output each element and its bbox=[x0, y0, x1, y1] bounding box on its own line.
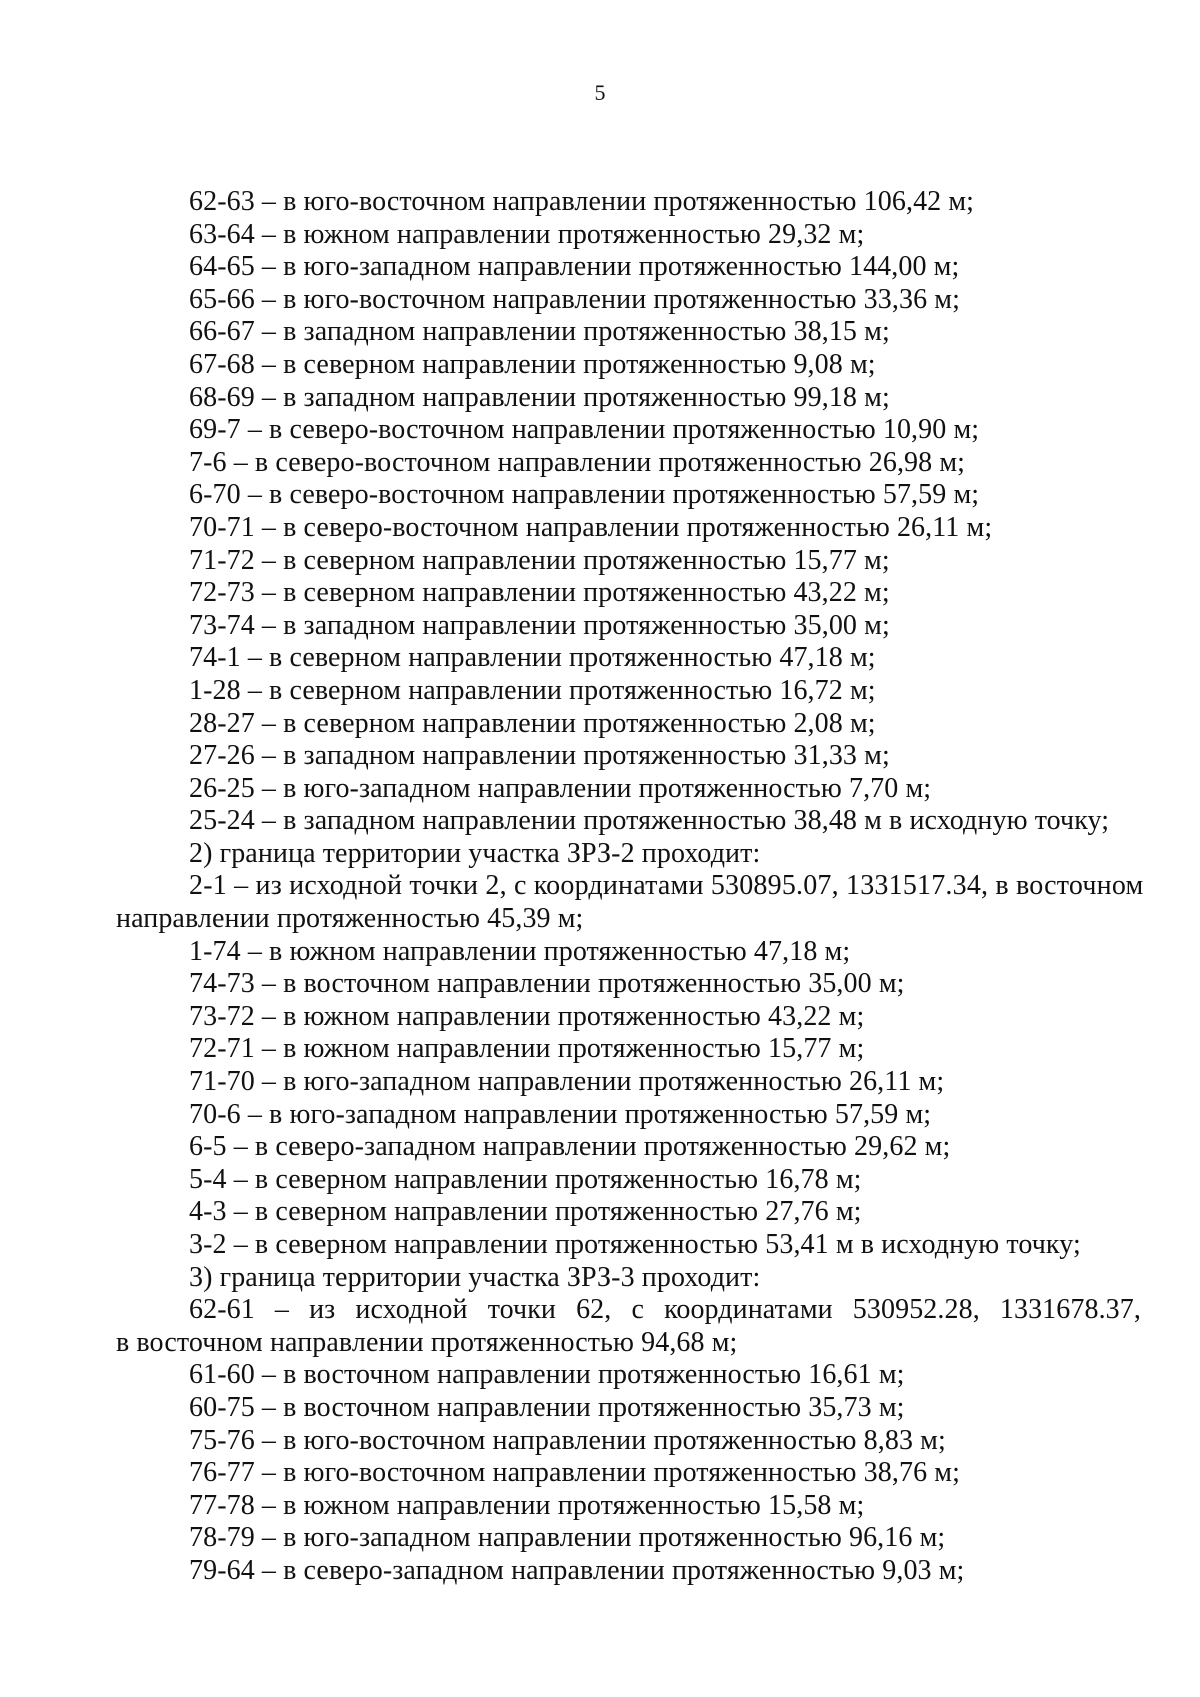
word: координатами bbox=[664, 1294, 833, 1326]
word: точки bbox=[487, 1294, 556, 1326]
boundary-segment-line: 70-6 – в юго-западном направлении протяженностью 57,59 м; bbox=[189, 1098, 932, 1130]
boundary-segment-line: 74-73 – в восточном направлении протяженностью 35,00 м; bbox=[189, 968, 905, 1000]
boundary-segment-line: 6-5 – в северо-западном направлении протяженностью 29,62 м; bbox=[189, 1131, 951, 1163]
boundary-segment-line: 72-71 – в южном направлении протяженностью 15,77 м; bbox=[189, 1033, 865, 1065]
boundary-segment-line: 66-67 – в западном направлении протяженностью 38,15 м; bbox=[189, 316, 890, 348]
paragraph-line: направлении протяженностью 45,39 м; bbox=[116, 903, 584, 935]
boundary-segment-line: 25-24 – в западном направлении протяженностью 38,48 м в исходную точку; bbox=[189, 805, 1110, 837]
boundary-segment-line: 78-79 – в юго-западном направлении протяженностью 96,16 м; bbox=[189, 1522, 946, 1554]
boundary-segment-line: 67-68 – в северном направлении протяженностью 9,08 м; bbox=[189, 348, 876, 380]
boundary-segment-line: 61-60 – в восточном направлении протяженностью 16,61 м; bbox=[189, 1359, 905, 1391]
boundary-segment-line: 6-70 – в северо-восточном направлении протяженностью 57,59 м; bbox=[189, 479, 980, 511]
boundary-segment-line: 73-72 – в южном направлении протяженностью 43,22 м; bbox=[189, 1000, 865, 1032]
boundary-segment-line: 73-74 – в западном направлении протяженностью 35,00 м; bbox=[189, 609, 890, 641]
word: 62-61 bbox=[189, 1294, 255, 1326]
boundary-segment-line: 75-76 – в юго-восточном направлении протяженностью 8,83 м; bbox=[189, 1424, 946, 1456]
boundary-segment-line: 5-4 – в северном направлении протяженностью 16,78 м; bbox=[189, 1163, 862, 1195]
boundary-segment-line: 68-69 – в западном направлении протяженностью 99,18 м; bbox=[189, 381, 890, 413]
word: 62, bbox=[576, 1294, 612, 1326]
word: из bbox=[309, 1294, 336, 1326]
boundary-segment-line: 62-63 – в юго-восточном направлении протяженностью 106,42 м; bbox=[189, 186, 975, 217]
word: исходной bbox=[355, 1294, 468, 1326]
boundary-segment-line: 3-2 – в северном направлении протяженностью 53,41 м в исходную точку; bbox=[189, 1229, 1081, 1260]
boundary-segment-line: 4-3 – в северном направлении протяженностью 27,76 м; bbox=[189, 1196, 862, 1228]
section-heading: 3) граница территории участка ЗРЗ-3 проходит: bbox=[189, 1261, 761, 1293]
boundary-segment-line: 27-26 – в западном направлении протяженностью 31,33 м; bbox=[189, 740, 890, 772]
boundary-segment-line: 76-77 – в юго-восточном направлении протяженностью 38,76 м; bbox=[189, 1457, 960, 1489]
boundary-segments-list bbox=[116, 186, 1141, 838]
boundary-segment-line: 1-74 – в южном направлении протяженностью 47,18 м; bbox=[189, 935, 851, 967]
boundary-segment-line: 74-1 – в северном направлении протяженностью 47,18 м; bbox=[189, 642, 876, 674]
boundary-segment-line: 60-75 – в восточном направлении протяженностью 35,73 м; bbox=[189, 1391, 905, 1423]
boundary-segment-line: 65-66 – в юго-восточном направлении протяженностью 33,36 м; bbox=[189, 283, 960, 315]
boundary-segment-line: 71-70 – в юго-западном направлении протяженностью 26,11 м; bbox=[189, 1066, 945, 1098]
boundary-segment-line: 63-64 – в южном направлении протяженностью 29,32 м; bbox=[189, 218, 865, 250]
document-body bbox=[116, 186, 1144, 1588]
boundary-segment-line: 26-25 – в юго-западном направлении протяженностью 7,70 м; bbox=[189, 772, 932, 804]
boundary-segment-line: 71-72 – в северном направлении протяженностью 15,77 м; bbox=[189, 544, 890, 576]
paragraph-line bbox=[116, 1294, 1141, 1327]
boundary-segment-line: 28-27 – в северном направлении протяженностью 2,08 м; bbox=[189, 707, 876, 739]
word: 1331678.37, bbox=[999, 1294, 1141, 1326]
word: 530952.28, bbox=[852, 1294, 980, 1326]
section-heading: 2) граница территории участка ЗРЗ-2 проходит: bbox=[189, 837, 761, 869]
boundary-segments-list bbox=[116, 936, 1141, 1262]
word: с bbox=[631, 1294, 644, 1326]
word: – bbox=[274, 1294, 290, 1326]
boundary-segment-line: 77-78 – в южном направлении протяженностью 15,58 м; bbox=[189, 1489, 865, 1521]
boundary-segment-line: 72-73 – в северном направлении протяженностью 43,22 м; bbox=[189, 577, 890, 609]
paragraph-line: 2-1 – из исходной точки 2, с координатами 530895.07, 1331517.34, в восточном bbox=[189, 870, 1144, 902]
boundary-segment-line: 64-65 – в юго-западном направлении протяженностью 144,00 м; bbox=[189, 251, 960, 283]
boundary-segment-line: 69-7 – в северо-восточном направлении протяженностью 10,90 м; bbox=[189, 414, 980, 446]
paragraph-line: в восточном направлении протяженностью 94,68 м; bbox=[116, 1326, 738, 1358]
boundary-segments-list bbox=[116, 1359, 1141, 1587]
boundary-segment-line: 1-28 – в северном направлении протяженностью 16,72 м; bbox=[189, 674, 876, 706]
boundary-segment-line: 79-64 – в северо-западном направлении протяженностью 9,03 м; bbox=[189, 1554, 965, 1586]
boundary-segment-line: 7-6 – в северо-восточном направлении протяженностью 26,98 м; bbox=[189, 446, 966, 478]
page-number: 5 bbox=[594, 80, 606, 105]
boundary-segment-line: 70-71 – в северо-восточном направлении протяженностью 26,11 м; bbox=[189, 511, 993, 543]
